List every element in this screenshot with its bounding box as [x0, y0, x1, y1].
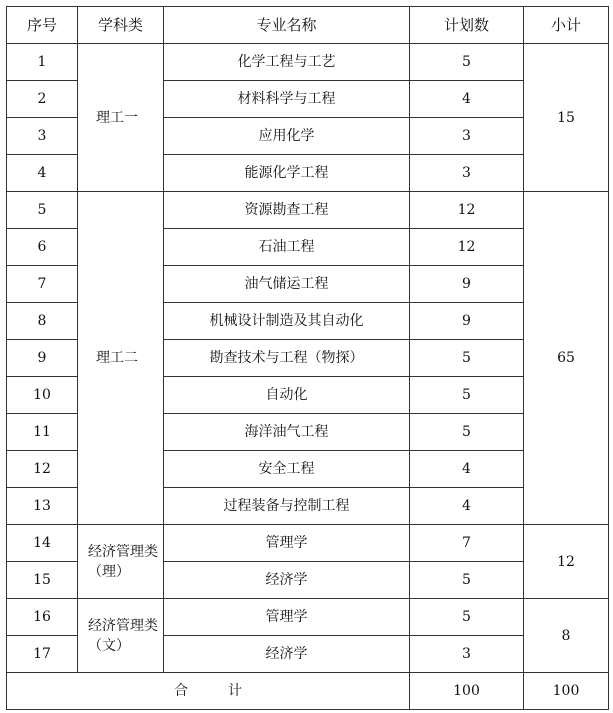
row-index: 1: [7, 44, 78, 81]
subtotal-cell: 8: [524, 599, 609, 673]
row-index: 2: [7, 81, 78, 118]
total-row: [7, 673, 609, 710]
major-name-cell: 经济学: [164, 636, 410, 673]
subtotal-cell: 15: [524, 44, 609, 192]
total-plan-cell: 100: [410, 673, 524, 710]
row-index: 3: [7, 118, 78, 155]
header-index: 序号: [7, 7, 78, 44]
major-name-cell: 经济学: [164, 562, 410, 599]
enrollment-plan-table: [6, 6, 609, 710]
plan-count-cell: 5: [410, 377, 524, 414]
table-row: [7, 44, 609, 81]
plan-count-cell: 9: [410, 266, 524, 303]
category-cell: 经济管理类（文）: [78, 599, 164, 673]
plan-count-cell: 4: [410, 81, 524, 118]
major-name-cell: 能源化学工程: [164, 155, 410, 192]
plan-count-cell: 3: [410, 636, 524, 673]
plan-count-cell: 4: [410, 488, 524, 525]
subtotal-cell: 65: [524, 192, 609, 525]
total-subtotal-cell: 100: [524, 673, 609, 710]
header-plan: 计划数: [410, 7, 524, 44]
plan-count-cell: 4: [410, 451, 524, 488]
header-major: 专业名称: [164, 7, 410, 44]
major-name-cell: 管理学: [164, 525, 410, 562]
plan-count-cell: 5: [410, 562, 524, 599]
total-label-part1: 合: [174, 683, 188, 699]
row-index: 11: [7, 414, 78, 451]
plan-count-cell: 3: [410, 155, 524, 192]
row-index: 17: [7, 636, 78, 673]
major-name-cell: 资源勘查工程: [164, 192, 410, 229]
row-index: 6: [7, 229, 78, 266]
header-subtotal: 小计: [524, 7, 609, 44]
plan-count-cell: 7: [410, 525, 524, 562]
row-index: 5: [7, 192, 78, 229]
row-index: 8: [7, 303, 78, 340]
row-index: 12: [7, 451, 78, 488]
plan-count-cell: 9: [410, 303, 524, 340]
table-row: [7, 192, 609, 229]
major-name-cell: 海洋油气工程: [164, 414, 410, 451]
plan-count-cell: 5: [410, 599, 524, 636]
table-body: [7, 7, 609, 710]
header-category: 学科类: [78, 7, 164, 44]
major-name-cell: 材料科学与工程: [164, 81, 410, 118]
total-label: [7, 673, 410, 710]
row-index: 9: [7, 340, 78, 377]
row-index: 10: [7, 377, 78, 414]
total-label-part2: 计: [228, 683, 242, 699]
major-name-cell: 应用化学: [164, 118, 410, 155]
row-index: 7: [7, 266, 78, 303]
row-index: 15: [7, 562, 78, 599]
major-name-cell: 石油工程: [164, 229, 410, 266]
major-name-cell: 机械设计制造及其自动化: [164, 303, 410, 340]
category-cell: 理工一: [78, 44, 164, 192]
major-name-cell: 油气储运工程: [164, 266, 410, 303]
row-index: 16: [7, 599, 78, 636]
plan-count-cell: 3: [410, 118, 524, 155]
enrollment-plan-table-container: [6, 6, 609, 710]
major-name-cell: 管理学: [164, 599, 410, 636]
plan-count-cell: 5: [410, 414, 524, 451]
major-name-cell: 安全工程: [164, 451, 410, 488]
major-name-cell: 自动化: [164, 377, 410, 414]
major-name-cell: 勘查技术与工程（物探）: [164, 340, 410, 377]
plan-count-cell: 12: [410, 229, 524, 266]
plan-count-cell: 12: [410, 192, 524, 229]
row-index: 13: [7, 488, 78, 525]
header-row: [7, 7, 609, 44]
table-row: [7, 525, 609, 562]
category-cell: 理工二: [78, 192, 164, 525]
subtotal-cell: 12: [524, 525, 609, 599]
major-name-cell: 化学工程与工艺: [164, 44, 410, 81]
plan-count-cell: 5: [410, 340, 524, 377]
major-name-cell: 过程装备与控制工程: [164, 488, 410, 525]
table-row: [7, 599, 609, 636]
plan-count-cell: 5: [410, 44, 524, 81]
row-index: 14: [7, 525, 78, 562]
category-cell: 经济管理类（理）: [78, 525, 164, 599]
row-index: 4: [7, 155, 78, 192]
